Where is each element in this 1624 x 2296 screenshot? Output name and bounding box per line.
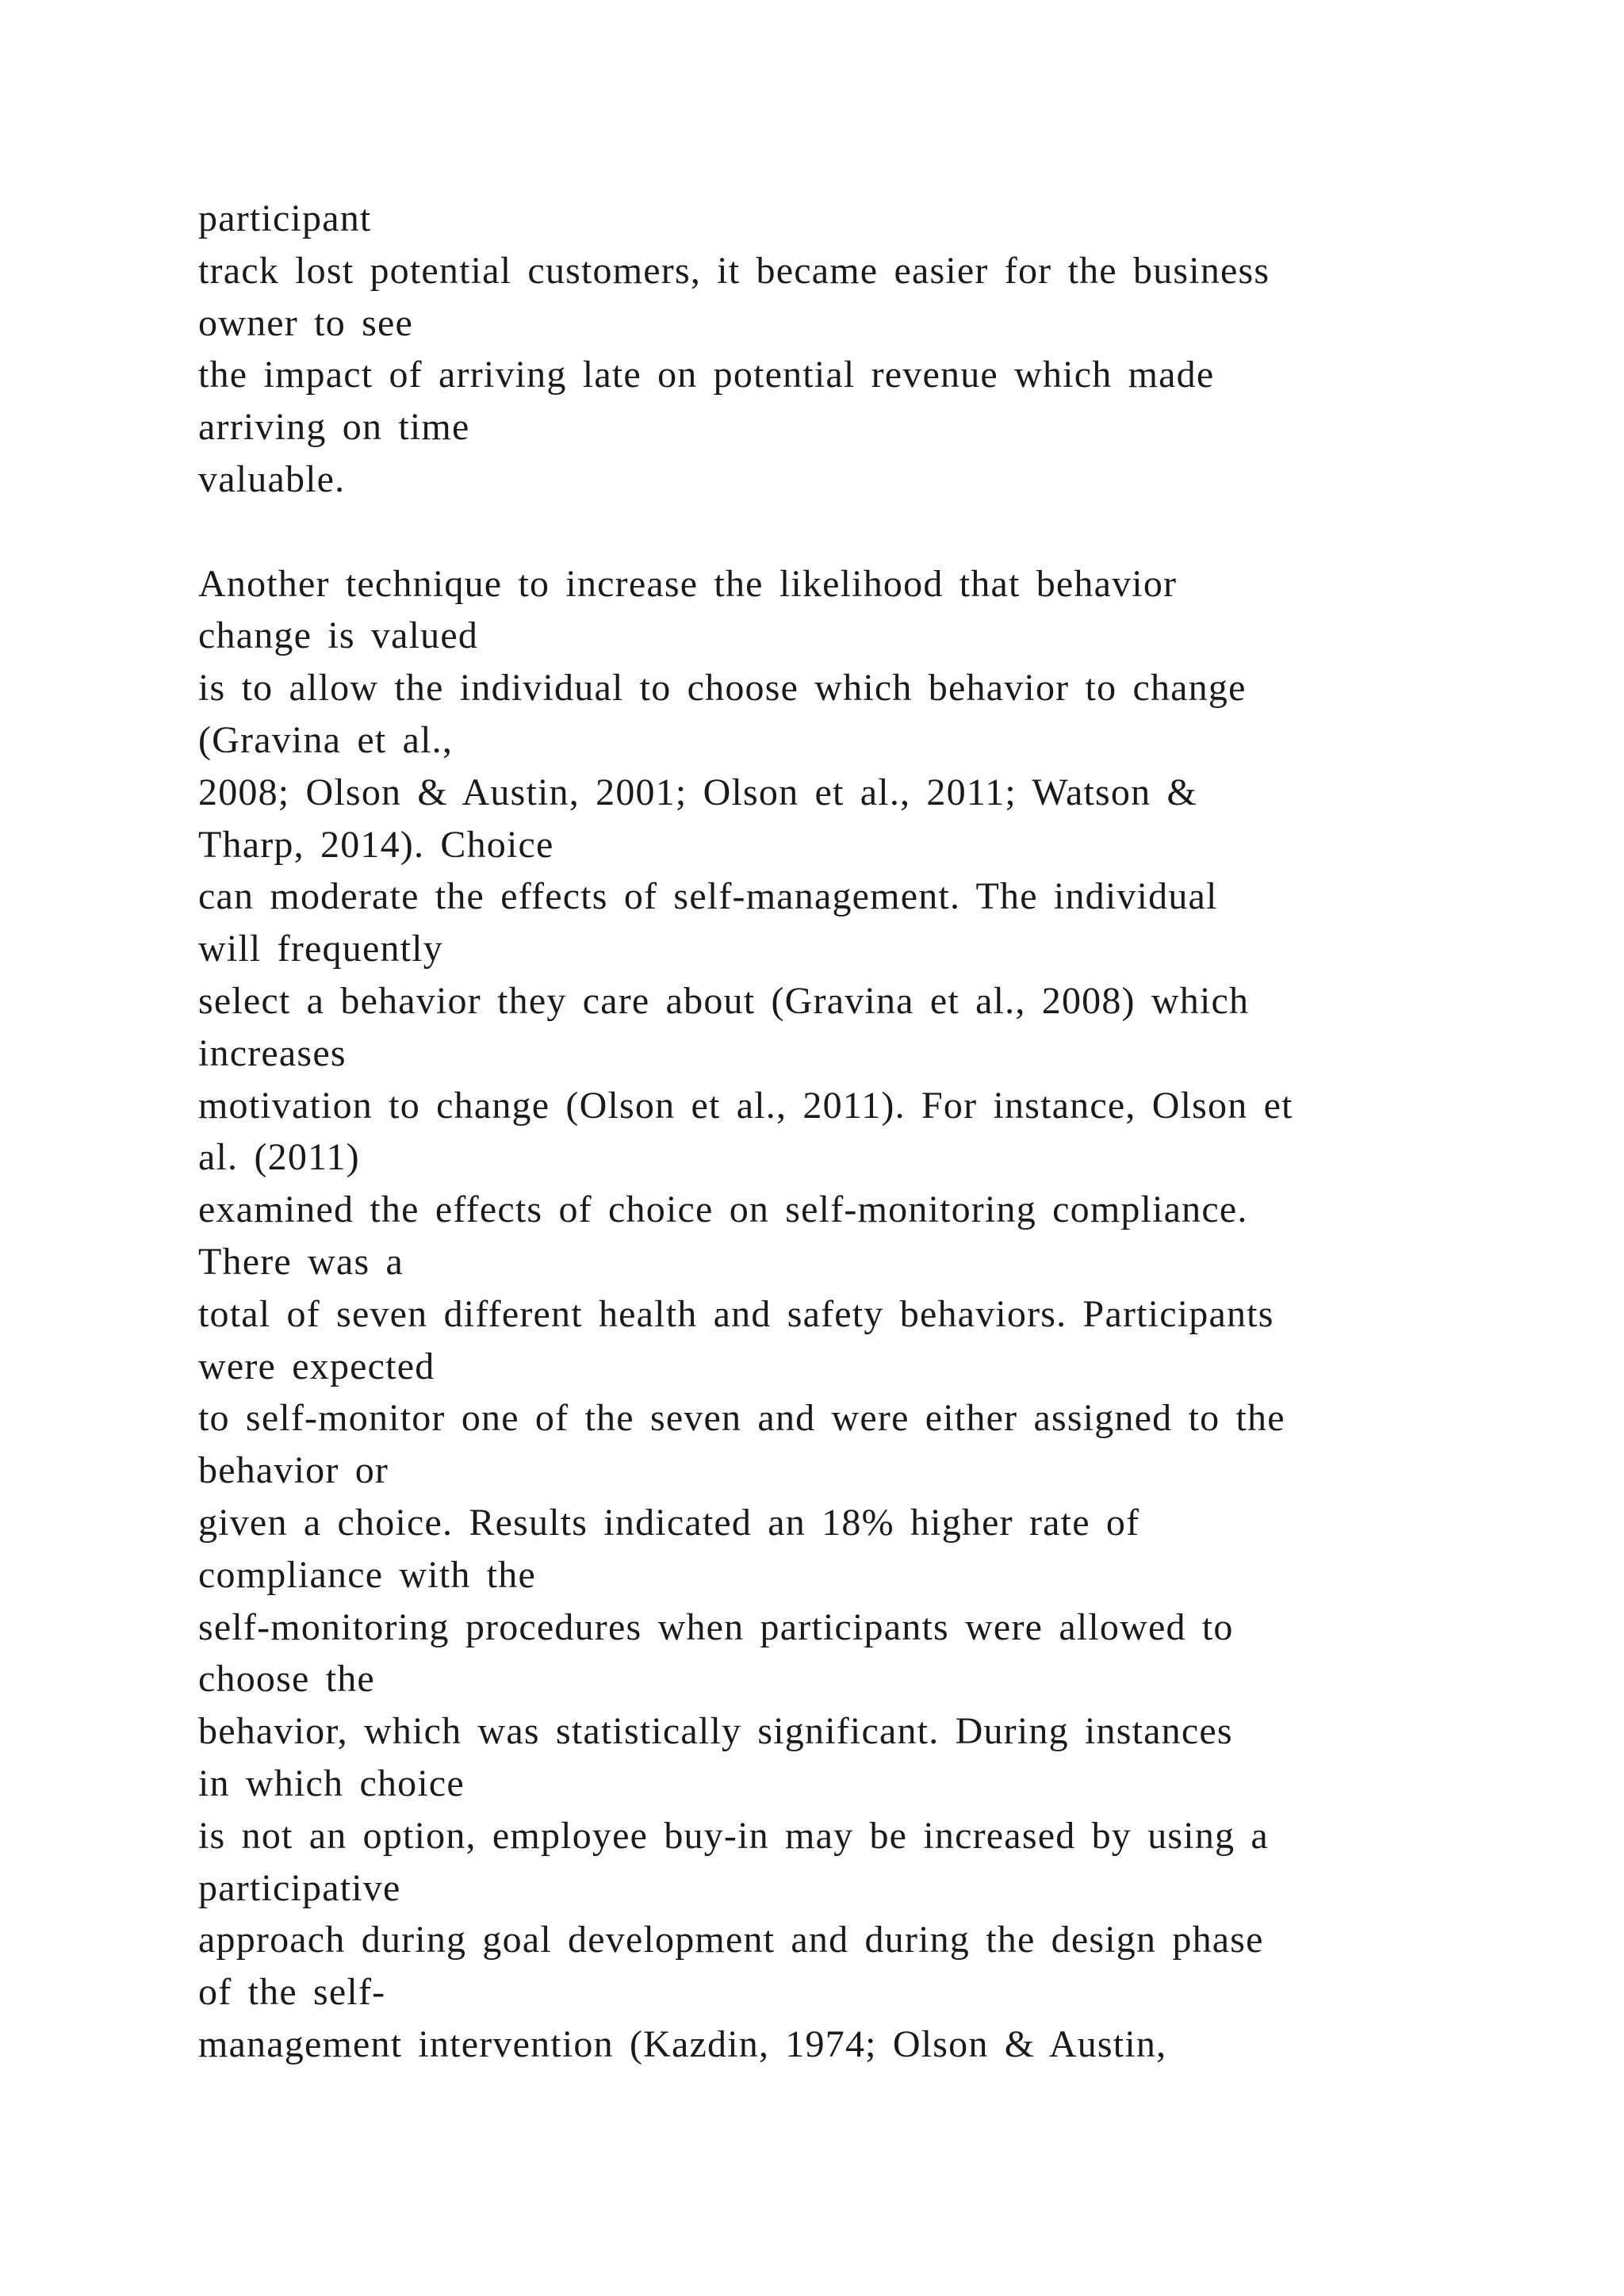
- text-line: of the self-: [198, 1971, 386, 2014]
- text-line: behavior or: [198, 1449, 389, 1492]
- text-line: management intervention (Kazdin, 1974; Olson & Austin,: [198, 2022, 1167, 2065]
- text-line: examined the effects of choice on self-monitoring compliance.: [198, 1188, 1248, 1231]
- text-line: behavior, which was statistically significant. During instances: [198, 1710, 1233, 1753]
- text-line: motivation to change (Olson et al., 2011). For instance, Olson et: [198, 1084, 1293, 1127]
- text-line: is not an option, employee buy-in may be increased by using a: [198, 1814, 1269, 1857]
- text-line: choose the: [198, 1658, 375, 1701]
- text-line: track lost potential customers, it became easier for the business: [198, 249, 1270, 292]
- text-line: al. (2011): [198, 1136, 360, 1179]
- text-line: self-monitoring procedures when participants were allowed to: [198, 1605, 1234, 1648]
- text-line: valuable.: [198, 457, 346, 500]
- text-line: participative: [198, 1866, 401, 1909]
- text-line: change is valued: [198, 614, 479, 657]
- text-line: can moderate the effects of self-management. The individual: [198, 875, 1218, 918]
- text-line: will frequently: [198, 928, 443, 970]
- text-line: (Gravina et al.,: [198, 718, 454, 761]
- text-line: given a choice. Results indicated an 18% higher rate of: [198, 1501, 1140, 1544]
- text-line: is to allow the individual to choose which behavior to change: [198, 667, 1247, 710]
- text-line: to self-monitor one of the seven and were either assigned to the: [198, 1397, 1285, 1440]
- text-line: approach during goal development and during the design phase: [198, 1919, 1264, 1961]
- text-line: select a behavior they care about (Gravina et al., 2008) which: [198, 979, 1250, 1022]
- text-line: were expected: [198, 1345, 435, 1387]
- text-line: total of seven different health and safety behaviors. Participants: [198, 1292, 1274, 1335]
- text-line: arriving on time: [198, 406, 470, 449]
- text-line: increases: [198, 1031, 347, 1074]
- text-line: Tharp, 2014). Choice: [198, 823, 554, 866]
- text-line: There was a: [198, 1240, 404, 1283]
- text-line: Another technique to increase the likelihood that behavior: [198, 562, 1178, 605]
- text-line: owner to see: [198, 301, 413, 344]
- text-line: 2008; Olson & Austin, 2001; Olson et al., 2011; Watson &: [198, 771, 1198, 813]
- text-line: compliance with the: [198, 1553, 537, 1596]
- paragraph-break: [198, 506, 1507, 558]
- text-line: the impact of arriving late on potential revenue which made: [198, 354, 1215, 396]
- text-line: participant: [198, 197, 372, 239]
- text-line: in which choice: [198, 1762, 465, 1804]
- body-text: [198, 193, 1507, 2071]
